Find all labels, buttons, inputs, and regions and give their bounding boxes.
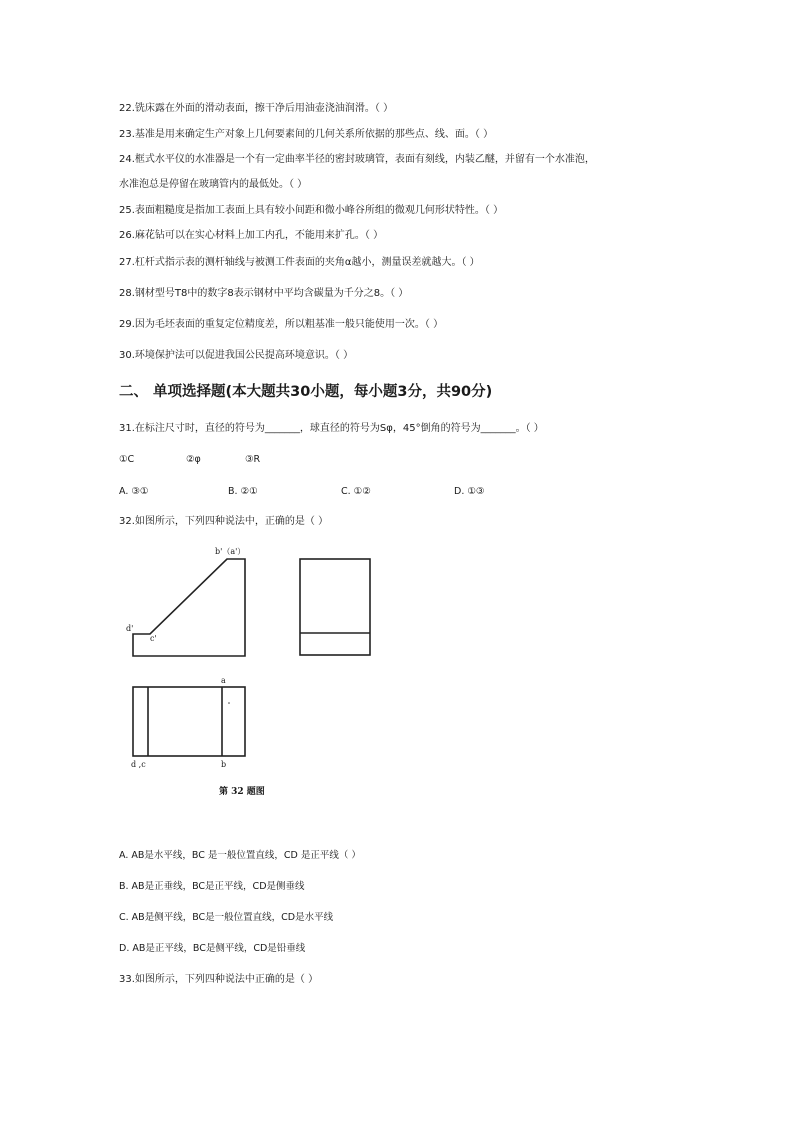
q31-symbol-2: ②φ bbox=[186, 454, 201, 465]
question-23: 23.基准是用来确定生产对象上几何要素间的几何关系所依据的那些点、线、面。（ ） bbox=[119, 129, 494, 140]
label-b-prime: b'（a'） bbox=[215, 547, 246, 556]
q32-option-c: C. AB是侧平线，BC是一般位置直线，CD是水平线 bbox=[119, 912, 334, 923]
figure-caption: 第 32 题图 bbox=[219, 787, 265, 797]
q31-symbol-1: ①C bbox=[119, 454, 135, 465]
section-heading: 二、 单项选择题(本大题共30小题，每小题3分，共90分) bbox=[119, 384, 493, 400]
q32-option-d: D. AB是正平线，BC是侧平线，CD是铅垂线 bbox=[119, 943, 306, 954]
question-27: 27.杠杆式指示表的测杆轴线与被测工件表面的夹角α越小，测量误差就越大。（ ） bbox=[119, 257, 480, 268]
q31-symbol-3: ③R bbox=[245, 454, 261, 465]
question-24-line-2: 水准泡总是停留在玻璃管内的最低处。（ ） bbox=[119, 179, 308, 190]
q31-option-a: A. ③① bbox=[119, 486, 149, 497]
label-d-prime: d' bbox=[126, 624, 134, 633]
question-24-line-1: 24.框式水平仪的水准器是一个有一定曲率半径的密封玻璃管，表面有刻线，内装乙醚，并留有一个水准泡， bbox=[119, 154, 595, 165]
label-dc: d ,c bbox=[131, 760, 146, 769]
question-26: 26.麻花钻可以在实心材料上加工内孔，不能用来扩孔。（ ） bbox=[119, 230, 384, 241]
side-view bbox=[300, 559, 370, 655]
label-a: a bbox=[221, 676, 226, 685]
top-view bbox=[133, 687, 245, 756]
q31-option-d: D. ①③ bbox=[454, 486, 485, 497]
question-22: 22.铣床露在外面的滑动表面，擦干净后用油壶浇油润滑。（ ） bbox=[119, 103, 394, 114]
label-b: b bbox=[221, 760, 227, 769]
question-33: 33.如图所示，下列四种说法中正确的是（ ） bbox=[119, 974, 319, 985]
q31-option-b: B. ②① bbox=[228, 486, 258, 497]
question-25: 25.表面粗糙度是指加工表面上具有较小间距和微小峰谷所组的微观几何形状特性。（ ） bbox=[119, 205, 504, 216]
top-view-mark bbox=[228, 702, 230, 704]
q32-option-a: A. AB是水平线，BC 是一般位置直线，CD 是正平线（ ） bbox=[119, 850, 361, 861]
question-32: 32.如图所示，下列四种说法中，正确的是（ ） bbox=[119, 516, 329, 527]
label-c-prime: c' bbox=[150, 634, 157, 643]
q32-option-b: B. AB是正垂线，BC是正平线，CD是侧垂线 bbox=[119, 881, 305, 892]
q31-option-c: C. ①② bbox=[341, 486, 371, 497]
question-28: 28.钢材型号T8中的数字8表示钢材中平均含碳量为千分之8。（ ） bbox=[119, 288, 409, 299]
question-29: 29.因为毛坯表面的重复定位精度差，所以粗基准一般只能使用一次。（ ） bbox=[119, 319, 444, 330]
question-30: 30.环境保护法可以促进我国公民提高环境意识。（ ） bbox=[119, 350, 354, 361]
question-31: 31.在标注尺寸时，直径的符号为_______，球直径的符号为Sφ，45°倒角的符号为_______。（ ） bbox=[119, 423, 544, 434]
